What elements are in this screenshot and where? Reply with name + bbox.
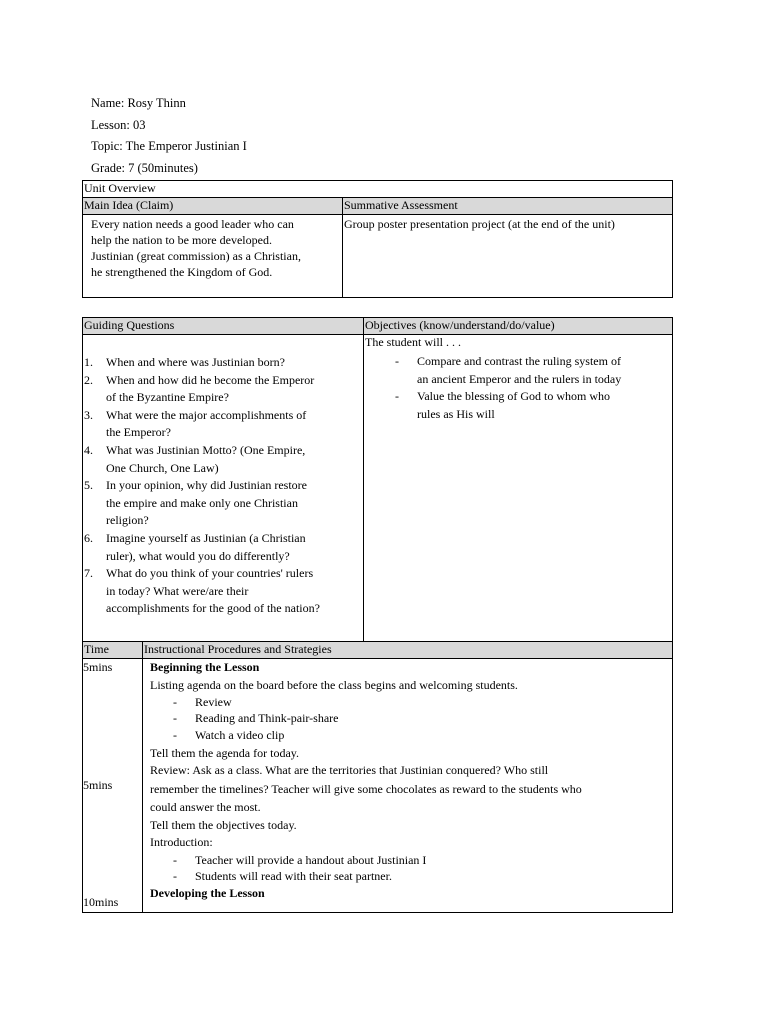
- objectives-intro: The student will . . .: [365, 335, 461, 349]
- introduction-list: [150, 852, 672, 885]
- objectives-list: [365, 353, 672, 423]
- agenda-item: - Reading and Think-pair-share: [173, 711, 339, 726]
- guiding-question: 6. Imagine yourself as Justinian (a Christian ruler), what would you do differently?: [84, 530, 306, 563]
- tell-agenda-text: Tell them the agenda for today.: [150, 745, 299, 760]
- review-line: remember the timelines? Teacher will give some chocolates as reward to the students who: [150, 781, 582, 796]
- unit-overview-title: Unit Overview: [83, 181, 672, 198]
- lesson-topic: Topic: The Emperor Justinian I: [91, 139, 247, 153]
- lesson-header: [91, 93, 247, 179]
- introduction-label: Introduction:: [150, 835, 213, 850]
- time-header: Time: [83, 642, 143, 659]
- unit-overview-table: [82, 180, 673, 298]
- introduction-item: - Teacher will provide a handout about Justinian I: [173, 852, 427, 867]
- guiding-question: 2. When and how did he become the Emperor of the Byzantine Empire?: [84, 372, 315, 405]
- objective-item: - Compare and contrast the ruling system of an ancient Emperor and the rulers in today: [395, 354, 622, 386]
- guiding-questions-cell: [83, 335, 364, 642]
- guiding-question: 7. What do you think of your countries' rulers in today? What were/are their accomplishments for the good of the nation?: [84, 566, 320, 616]
- agenda-list: [150, 694, 672, 743]
- procedures-header: Instructional Procedures and Strategies: [143, 642, 672, 659]
- objectives-header: Objectives (know/understand/do/value): [364, 318, 672, 335]
- guiding-question: 5. In your opinion, why did Justinian restore the empire and make only one Christian religion?: [84, 478, 307, 528]
- guiding-questions-header: Guiding Questions: [83, 318, 364, 335]
- introduction-item: - Students will read with their seat partner.: [173, 869, 392, 884]
- time-value: 10mins: [83, 895, 119, 909]
- review-line: could answer the most.: [150, 800, 261, 815]
- objectives-cell: [364, 335, 672, 642]
- main-idea-header: Main Idea (Claim): [83, 198, 343, 215]
- assessment-cell: [343, 215, 672, 297]
- agenda-item: - Review: [173, 695, 232, 709]
- procedures-cell: [143, 659, 672, 912]
- teacher-name: Name: Rosy Thinn: [91, 96, 186, 110]
- main-idea-line: he strengthened the Kingdom of God.: [91, 265, 273, 279]
- guiding-question: 3. What were the major accomplishments of the Emperor?: [84, 407, 307, 440]
- time-column: [83, 659, 143, 912]
- lesson-grade: Grade: 7 (50minutes): [91, 160, 198, 175]
- main-idea-cell: [83, 215, 343, 297]
- objective-item: - Value the blessing of God to whom who rules as His will: [395, 389, 610, 421]
- main-idea-line: Justinian (great commission) as a Christian,: [91, 249, 301, 263]
- time-value: 5mins: [83, 778, 113, 792]
- guiding-question: 4. What was Justinian Motto? (One Empire, One Church, One Law): [84, 442, 306, 475]
- lesson-details-table: [82, 317, 673, 913]
- main-idea-line: help the nation to be more developed.: [91, 233, 272, 247]
- time-value: 5mins: [83, 660, 113, 674]
- beginning-lesson-title: Beginning the Lesson: [150, 660, 260, 674]
- agenda-item: - Watch a video clip: [173, 727, 285, 742]
- assessment-header: Summative Assessment: [343, 198, 672, 215]
- assessment-text: Group poster presentation project (at the end of the unit): [344, 217, 615, 231]
- developing-lesson-title: Developing the Lesson: [150, 886, 265, 901]
- main-idea-line: Every nation needs a good leader who can: [91, 217, 294, 231]
- listing-agenda-text: Listing agenda on the board before the class begins and welcoming students.: [150, 677, 518, 692]
- guiding-questions-list: [83, 354, 363, 618]
- lesson-number: Lesson: 03: [91, 117, 146, 132]
- review-line: Review: Ask as a class. What are the territories that Justinian conquered? Who still: [150, 763, 549, 778]
- tell-objectives-text: Tell them the objectives today.: [150, 817, 297, 832]
- guiding-question: 1. When and where was Justinian born?: [84, 355, 285, 369]
